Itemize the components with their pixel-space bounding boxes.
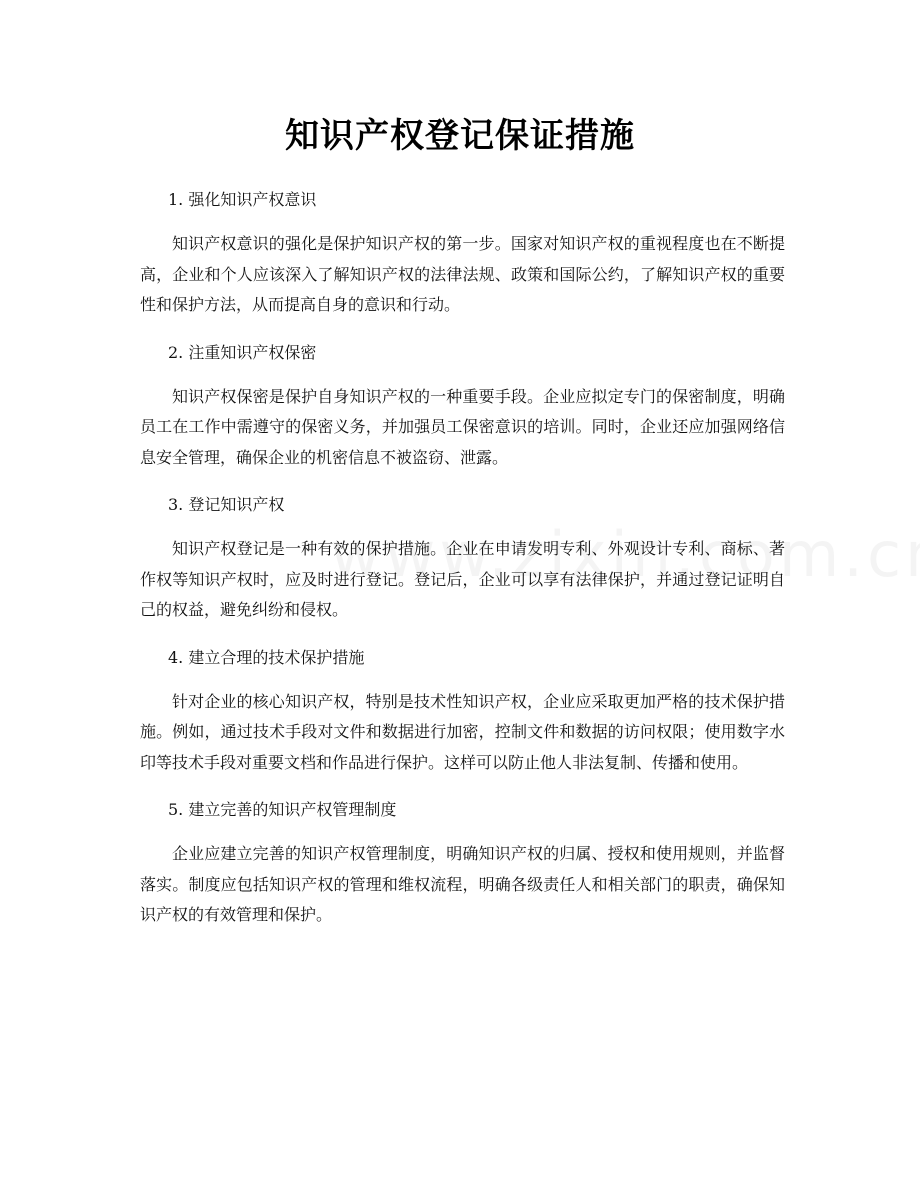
section-heading: 5. 建立完善的知识产权管理制度 (168, 800, 397, 819)
section-paragraph: 知识产权意识的强化是保护知识产权的第一步。国家对知识产权的重视程度也在不断提高，企业和个人应该深入了解知识产权的法律法规、政策和国际公约，了解知识产权的重要性和保护方法，从而提高自身的意识和行动。 (140, 234, 785, 314)
section-1 (140, 185, 785, 321)
section-paragraph: 企业应建立完善的知识产权管理制度，明确知识产权的归属、授权和使用规则，并监督落实。制度应包括知识产权的管理和维权流程，明确各级责任人和相关部门的职责，确保知识产权的有效管理和保护。 (140, 844, 785, 924)
page-title: 知识产权登记保证措施 (285, 116, 635, 156)
section-paragraph: 知识产权保密是保护自身知识产权的一种重要手段。企业应拟定专门的保密制度，明确员工在工作中需遵守的保密义务，并加强员工保密意识的培训。同时，企业还应加强网络信息安全管理，确保企业的机密信息不被盗窃、泄露。 (140, 386, 785, 467)
section-heading: 2. 注重知识产权保密 (168, 342, 317, 362)
section-2 (140, 338, 785, 474)
section-heading: 3. 登记知识产权 (168, 495, 285, 514)
section-heading: 4. 建立合理的技术保护措施 (168, 647, 365, 667)
section-3 (140, 490, 785, 626)
section-paragraph: 针对企业的核心知识产权，特别是技术性知识产权，企业应采取更加严格的技术保护措施。例如，通过技术手段对文件和数据进行加密，控制文件和数据的访问权限；使用数字水印等技术手段对重要文档和作品进行保护。这样可以防止他人非法复制、传播和使用。 (140, 691, 785, 772)
document-body (140, 185, 785, 948)
section-5 (140, 795, 785, 931)
section-heading: 1. 强化知识产权意识 (168, 190, 317, 209)
section-4 (140, 643, 785, 779)
section-paragraph: 知识产权登记是一种有效的保护措施。企业在申请发明专利、外观设计专利、商标、著作权等知识产权时，应及时进行登记。登记后，企业可以享有法律保护，并通过登记证明自己的权益，避免纠纷和侵权。 (140, 539, 785, 619)
